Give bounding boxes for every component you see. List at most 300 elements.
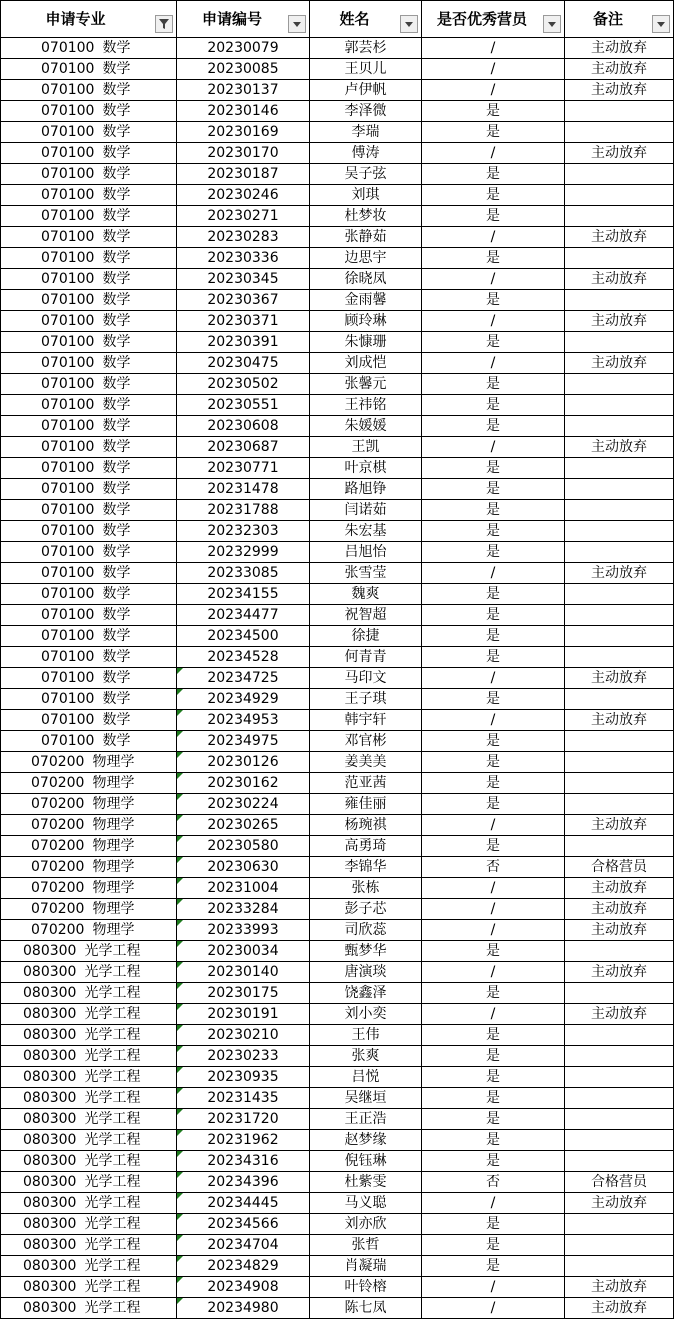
cell-name[interactable] (310, 311, 422, 331)
cell-excellent[interactable] (422, 185, 565, 205)
cell-excellent[interactable] (422, 941, 565, 961)
cell-remark[interactable] (565, 647, 674, 667)
cell-name[interactable] (310, 374, 422, 394)
cell-excellent[interactable] (422, 500, 565, 520)
cell-app-no[interactable] (177, 290, 310, 310)
cell-remark[interactable] (565, 80, 674, 100)
cell-app-no[interactable] (177, 815, 310, 835)
cell-name[interactable] (310, 857, 422, 877)
cell-major[interactable] (0, 227, 177, 247)
cell-name[interactable] (310, 416, 422, 436)
cell-excellent[interactable] (422, 164, 565, 184)
cell-remark[interactable] (565, 1004, 674, 1024)
cell-name[interactable] (310, 899, 422, 919)
cell-remark[interactable] (565, 416, 674, 436)
cell-excellent[interactable] (422, 1004, 565, 1024)
cell-app-no[interactable] (177, 395, 310, 415)
cell-major[interactable] (0, 1130, 177, 1150)
cell-major[interactable] (0, 80, 177, 100)
cell-excellent[interactable] (422, 962, 565, 982)
cell-name[interactable] (310, 1046, 422, 1066)
cell-remark[interactable] (565, 668, 674, 688)
cell-major[interactable] (0, 941, 177, 961)
cell-app-no[interactable] (177, 1067, 310, 1087)
cell-name[interactable] (310, 1130, 422, 1150)
cell-app-no[interactable] (177, 416, 310, 436)
cell-excellent[interactable] (422, 584, 565, 604)
cell-app-no[interactable] (177, 1235, 310, 1255)
cell-app-no[interactable] (177, 899, 310, 919)
header-major[interactable] (0, 1, 177, 37)
cell-remark[interactable] (565, 815, 674, 835)
cell-major[interactable] (0, 1172, 177, 1192)
cell-remark[interactable] (565, 353, 674, 373)
cell-app-no[interactable] (177, 227, 310, 247)
cell-name[interactable] (310, 836, 422, 856)
cell-major[interactable] (0, 542, 177, 562)
cell-major[interactable] (0, 647, 177, 667)
cell-remark[interactable] (565, 836, 674, 856)
cell-name[interactable] (310, 983, 422, 1003)
cell-name[interactable] (310, 269, 422, 289)
cell-major[interactable] (0, 185, 177, 205)
cell-name[interactable] (310, 1277, 422, 1297)
cell-major[interactable] (0, 206, 177, 226)
cell-app-no[interactable] (177, 668, 310, 688)
cell-remark[interactable] (565, 143, 674, 163)
cell-name[interactable] (310, 731, 422, 751)
cell-app-no[interactable] (177, 836, 310, 856)
cell-major[interactable] (0, 395, 177, 415)
cell-major[interactable] (0, 353, 177, 373)
cell-major[interactable] (0, 101, 177, 121)
cell-name[interactable] (310, 1298, 422, 1318)
cell-excellent[interactable] (422, 374, 565, 394)
cell-remark[interactable] (565, 122, 674, 142)
cell-name[interactable] (310, 542, 422, 562)
cell-name[interactable] (310, 815, 422, 835)
cell-app-no[interactable] (177, 857, 310, 877)
cell-app-no[interactable] (177, 122, 310, 142)
cell-major[interactable] (0, 626, 177, 646)
cell-app-no[interactable] (177, 878, 310, 898)
cell-excellent[interactable] (422, 1130, 565, 1150)
cell-remark[interactable] (565, 794, 674, 814)
cell-excellent[interactable] (422, 290, 565, 310)
cell-remark[interactable] (565, 1235, 674, 1255)
cell-excellent[interactable] (422, 395, 565, 415)
cell-major[interactable] (0, 1088, 177, 1108)
cell-excellent[interactable] (422, 836, 565, 856)
cell-name[interactable] (310, 248, 422, 268)
cell-app-no[interactable] (177, 584, 310, 604)
cell-excellent[interactable] (422, 458, 565, 478)
cell-major[interactable] (0, 521, 177, 541)
cell-excellent[interactable] (422, 752, 565, 772)
cell-app-no[interactable] (177, 1193, 310, 1213)
header-name[interactable] (310, 1, 422, 37)
cell-remark[interactable] (565, 962, 674, 982)
cell-name[interactable] (310, 164, 422, 184)
cell-name[interactable] (310, 1256, 422, 1276)
cell-excellent[interactable] (422, 1025, 565, 1045)
cell-remark[interactable] (565, 1046, 674, 1066)
cell-app-no[interactable] (177, 500, 310, 520)
cell-remark[interactable] (565, 731, 674, 751)
cell-app-no[interactable] (177, 332, 310, 352)
cell-name[interactable] (310, 605, 422, 625)
cell-remark[interactable] (565, 1277, 674, 1297)
cell-remark[interactable] (565, 689, 674, 709)
cell-excellent[interactable] (422, 80, 565, 100)
cell-name[interactable] (310, 1109, 422, 1129)
cell-major[interactable] (0, 59, 177, 79)
cell-major[interactable] (0, 1277, 177, 1297)
cell-app-no[interactable] (177, 479, 310, 499)
cell-app-no[interactable] (177, 164, 310, 184)
cell-remark[interactable] (565, 1193, 674, 1213)
cell-name[interactable] (310, 59, 422, 79)
cell-app-no[interactable] (177, 1214, 310, 1234)
cell-name[interactable] (310, 479, 422, 499)
cell-excellent[interactable] (422, 794, 565, 814)
cell-remark[interactable] (565, 983, 674, 1003)
cell-app-no[interactable] (177, 1277, 310, 1297)
cell-major[interactable] (0, 563, 177, 583)
cell-app-no[interactable] (177, 59, 310, 79)
cell-excellent[interactable] (422, 1151, 565, 1171)
cell-name[interactable] (310, 773, 422, 793)
cell-name[interactable] (310, 521, 422, 541)
cell-excellent[interactable] (422, 1046, 565, 1066)
cell-app-no[interactable] (177, 752, 310, 772)
cell-remark[interactable] (565, 710, 674, 730)
cell-remark[interactable] (565, 899, 674, 919)
cell-excellent[interactable] (422, 731, 565, 751)
header-remark[interactable] (565, 1, 674, 37)
cell-major[interactable] (0, 815, 177, 835)
cell-major[interactable] (0, 1256, 177, 1276)
cell-excellent[interactable] (422, 1193, 565, 1213)
cell-excellent[interactable] (422, 920, 565, 940)
cell-app-no[interactable] (177, 710, 310, 730)
cell-major[interactable] (0, 164, 177, 184)
cell-major[interactable] (0, 332, 177, 352)
cell-major[interactable] (0, 836, 177, 856)
cell-name[interactable] (310, 962, 422, 982)
cell-name[interactable] (310, 332, 422, 352)
cell-name[interactable] (310, 752, 422, 772)
cell-excellent[interactable] (422, 1109, 565, 1129)
cell-major[interactable] (0, 983, 177, 1003)
cell-excellent[interactable] (422, 227, 565, 247)
cell-app-no[interactable] (177, 269, 310, 289)
cell-major[interactable] (0, 962, 177, 982)
dropdown-arrow-icon[interactable] (652, 15, 670, 33)
cell-remark[interactable] (565, 1151, 674, 1171)
cell-remark[interactable] (565, 857, 674, 877)
cell-app-no[interactable] (177, 38, 310, 58)
cell-name[interactable] (310, 1088, 422, 1108)
cell-major[interactable] (0, 1214, 177, 1234)
cell-app-no[interactable] (177, 731, 310, 751)
cell-app-no[interactable] (177, 521, 310, 541)
cell-name[interactable] (310, 626, 422, 646)
cell-major[interactable] (0, 1151, 177, 1171)
cell-major[interactable] (0, 1004, 177, 1024)
cell-name[interactable] (310, 500, 422, 520)
cell-name[interactable] (310, 143, 422, 163)
cell-major[interactable] (0, 479, 177, 499)
cell-excellent[interactable] (422, 332, 565, 352)
cell-major[interactable] (0, 38, 177, 58)
cell-major[interactable] (0, 605, 177, 625)
cell-remark[interactable] (565, 458, 674, 478)
dropdown-arrow-icon[interactable] (288, 15, 306, 33)
cell-major[interactable] (0, 1025, 177, 1045)
cell-remark[interactable] (565, 164, 674, 184)
cell-excellent[interactable] (422, 122, 565, 142)
cell-major[interactable] (0, 500, 177, 520)
cell-name[interactable] (310, 563, 422, 583)
cell-name[interactable] (310, 1067, 422, 1087)
cell-name[interactable] (310, 1235, 422, 1255)
cell-remark[interactable] (565, 773, 674, 793)
cell-app-no[interactable] (177, 353, 310, 373)
cell-remark[interactable] (565, 521, 674, 541)
cell-major[interactable] (0, 731, 177, 751)
cell-major[interactable] (0, 248, 177, 268)
cell-excellent[interactable] (422, 542, 565, 562)
cell-excellent[interactable] (422, 353, 565, 373)
cell-app-no[interactable] (177, 941, 310, 961)
cell-name[interactable] (310, 689, 422, 709)
cell-excellent[interactable] (422, 878, 565, 898)
cell-app-no[interactable] (177, 101, 310, 121)
cell-excellent[interactable] (422, 269, 565, 289)
cell-excellent[interactable] (422, 248, 565, 268)
cell-major[interactable] (0, 1109, 177, 1129)
cell-major[interactable] (0, 1235, 177, 1255)
cell-remark[interactable] (565, 752, 674, 772)
cell-remark[interactable] (565, 311, 674, 331)
cell-app-no[interactable] (177, 248, 310, 268)
cell-major[interactable] (0, 143, 177, 163)
cell-remark[interactable] (565, 374, 674, 394)
cell-major[interactable] (0, 1298, 177, 1318)
cell-remark[interactable] (565, 1109, 674, 1129)
dropdown-arrow-icon[interactable] (400, 15, 418, 33)
funnel-filter-icon[interactable] (155, 15, 173, 33)
cell-name[interactable] (310, 1193, 422, 1213)
cell-major[interactable] (0, 752, 177, 772)
cell-excellent[interactable] (422, 710, 565, 730)
cell-major[interactable] (0, 773, 177, 793)
cell-excellent[interactable] (422, 815, 565, 835)
cell-app-no[interactable] (177, 143, 310, 163)
cell-excellent[interactable] (422, 1214, 565, 1234)
cell-major[interactable] (0, 458, 177, 478)
cell-remark[interactable] (565, 227, 674, 247)
cell-name[interactable] (310, 353, 422, 373)
cell-app-no[interactable] (177, 920, 310, 940)
cell-excellent[interactable] (422, 899, 565, 919)
dropdown-arrow-icon[interactable] (543, 15, 561, 33)
cell-remark[interactable] (565, 269, 674, 289)
cell-app-no[interactable] (177, 689, 310, 709)
cell-remark[interactable] (565, 1088, 674, 1108)
cell-name[interactable] (310, 584, 422, 604)
cell-excellent[interactable] (422, 1256, 565, 1276)
cell-app-no[interactable] (177, 1046, 310, 1066)
cell-remark[interactable] (565, 1130, 674, 1150)
cell-major[interactable] (0, 584, 177, 604)
cell-excellent[interactable] (422, 206, 565, 226)
header-app-no[interactable] (177, 1, 310, 37)
cell-major[interactable] (0, 668, 177, 688)
cell-name[interactable] (310, 941, 422, 961)
cell-excellent[interactable] (422, 668, 565, 688)
cell-major[interactable] (0, 899, 177, 919)
cell-app-no[interactable] (177, 1256, 310, 1276)
cell-major[interactable] (0, 920, 177, 940)
cell-name[interactable] (310, 647, 422, 667)
cell-excellent[interactable] (422, 437, 565, 457)
cell-app-no[interactable] (177, 1109, 310, 1129)
cell-remark[interactable] (565, 395, 674, 415)
cell-major[interactable] (0, 374, 177, 394)
cell-excellent[interactable] (422, 1298, 565, 1318)
cell-app-no[interactable] (177, 1025, 310, 1045)
cell-app-no[interactable] (177, 1004, 310, 1024)
cell-remark[interactable] (565, 941, 674, 961)
cell-app-no[interactable] (177, 458, 310, 478)
cell-app-no[interactable] (177, 962, 310, 982)
cell-name[interactable] (310, 206, 422, 226)
cell-app-no[interactable] (177, 185, 310, 205)
cell-remark[interactable] (565, 1298, 674, 1318)
cell-app-no[interactable] (177, 1172, 310, 1192)
cell-excellent[interactable] (422, 626, 565, 646)
cell-app-no[interactable] (177, 437, 310, 457)
cell-name[interactable] (310, 710, 422, 730)
cell-excellent[interactable] (422, 605, 565, 625)
cell-excellent[interactable] (422, 143, 565, 163)
header-excellent[interactable] (422, 1, 565, 37)
cell-excellent[interactable] (422, 1172, 565, 1192)
cell-name[interactable] (310, 1151, 422, 1171)
cell-app-no[interactable] (177, 374, 310, 394)
cell-app-no[interactable] (177, 647, 310, 667)
cell-remark[interactable] (565, 479, 674, 499)
cell-major[interactable] (0, 290, 177, 310)
cell-excellent[interactable] (422, 101, 565, 121)
cell-app-no[interactable] (177, 563, 310, 583)
cell-remark[interactable] (565, 437, 674, 457)
cell-name[interactable] (310, 1004, 422, 1024)
cell-remark[interactable] (565, 920, 674, 940)
cell-remark[interactable] (565, 38, 674, 58)
cell-excellent[interactable] (422, 1088, 565, 1108)
cell-excellent[interactable] (422, 563, 565, 583)
cell-app-no[interactable] (177, 206, 310, 226)
cell-name[interactable] (310, 794, 422, 814)
cell-name[interactable] (310, 80, 422, 100)
cell-major[interactable] (0, 1067, 177, 1087)
cell-major[interactable] (0, 878, 177, 898)
cell-name[interactable] (310, 290, 422, 310)
cell-major[interactable] (0, 122, 177, 142)
cell-excellent[interactable] (422, 1067, 565, 1087)
cell-remark[interactable] (565, 206, 674, 226)
cell-name[interactable] (310, 1025, 422, 1045)
cell-app-no[interactable] (177, 311, 310, 331)
cell-major[interactable] (0, 437, 177, 457)
cell-app-no[interactable] (177, 983, 310, 1003)
cell-major[interactable] (0, 710, 177, 730)
cell-name[interactable] (310, 920, 422, 940)
cell-remark[interactable] (565, 1172, 674, 1192)
cell-excellent[interactable] (422, 521, 565, 541)
cell-name[interactable] (310, 185, 422, 205)
cell-remark[interactable] (565, 626, 674, 646)
cell-remark[interactable] (565, 248, 674, 268)
cell-major[interactable] (0, 416, 177, 436)
cell-app-no[interactable] (177, 1151, 310, 1171)
cell-app-no[interactable] (177, 605, 310, 625)
cell-remark[interactable] (565, 1214, 674, 1234)
cell-remark[interactable] (565, 605, 674, 625)
cell-app-no[interactable] (177, 1088, 310, 1108)
cell-remark[interactable] (565, 1067, 674, 1087)
cell-major[interactable] (0, 794, 177, 814)
cell-major[interactable] (0, 857, 177, 877)
cell-excellent[interactable] (422, 416, 565, 436)
cell-app-no[interactable] (177, 1298, 310, 1318)
cell-name[interactable] (310, 101, 422, 121)
cell-excellent[interactable] (422, 38, 565, 58)
cell-name[interactable] (310, 38, 422, 58)
cell-major[interactable] (0, 311, 177, 331)
cell-remark[interactable] (565, 332, 674, 352)
cell-excellent[interactable] (422, 983, 565, 1003)
cell-major[interactable] (0, 1046, 177, 1066)
cell-remark[interactable] (565, 542, 674, 562)
cell-major[interactable] (0, 269, 177, 289)
cell-excellent[interactable] (422, 59, 565, 79)
cell-name[interactable] (310, 668, 422, 688)
cell-app-no[interactable] (177, 1130, 310, 1150)
cell-app-no[interactable] (177, 80, 310, 100)
cell-app-no[interactable] (177, 626, 310, 646)
cell-app-no[interactable] (177, 794, 310, 814)
cell-excellent[interactable] (422, 647, 565, 667)
cell-name[interactable] (310, 395, 422, 415)
cell-excellent[interactable] (422, 689, 565, 709)
cell-excellent[interactable] (422, 773, 565, 793)
cell-name[interactable] (310, 1172, 422, 1192)
cell-remark[interactable] (565, 185, 674, 205)
cell-remark[interactable] (565, 878, 674, 898)
cell-remark[interactable] (565, 1256, 674, 1276)
cell-name[interactable] (310, 1214, 422, 1234)
cell-major[interactable] (0, 689, 177, 709)
cell-excellent[interactable] (422, 479, 565, 499)
cell-app-no[interactable] (177, 773, 310, 793)
cell-remark[interactable] (565, 290, 674, 310)
cell-excellent[interactable] (422, 857, 565, 877)
cell-name[interactable] (310, 437, 422, 457)
